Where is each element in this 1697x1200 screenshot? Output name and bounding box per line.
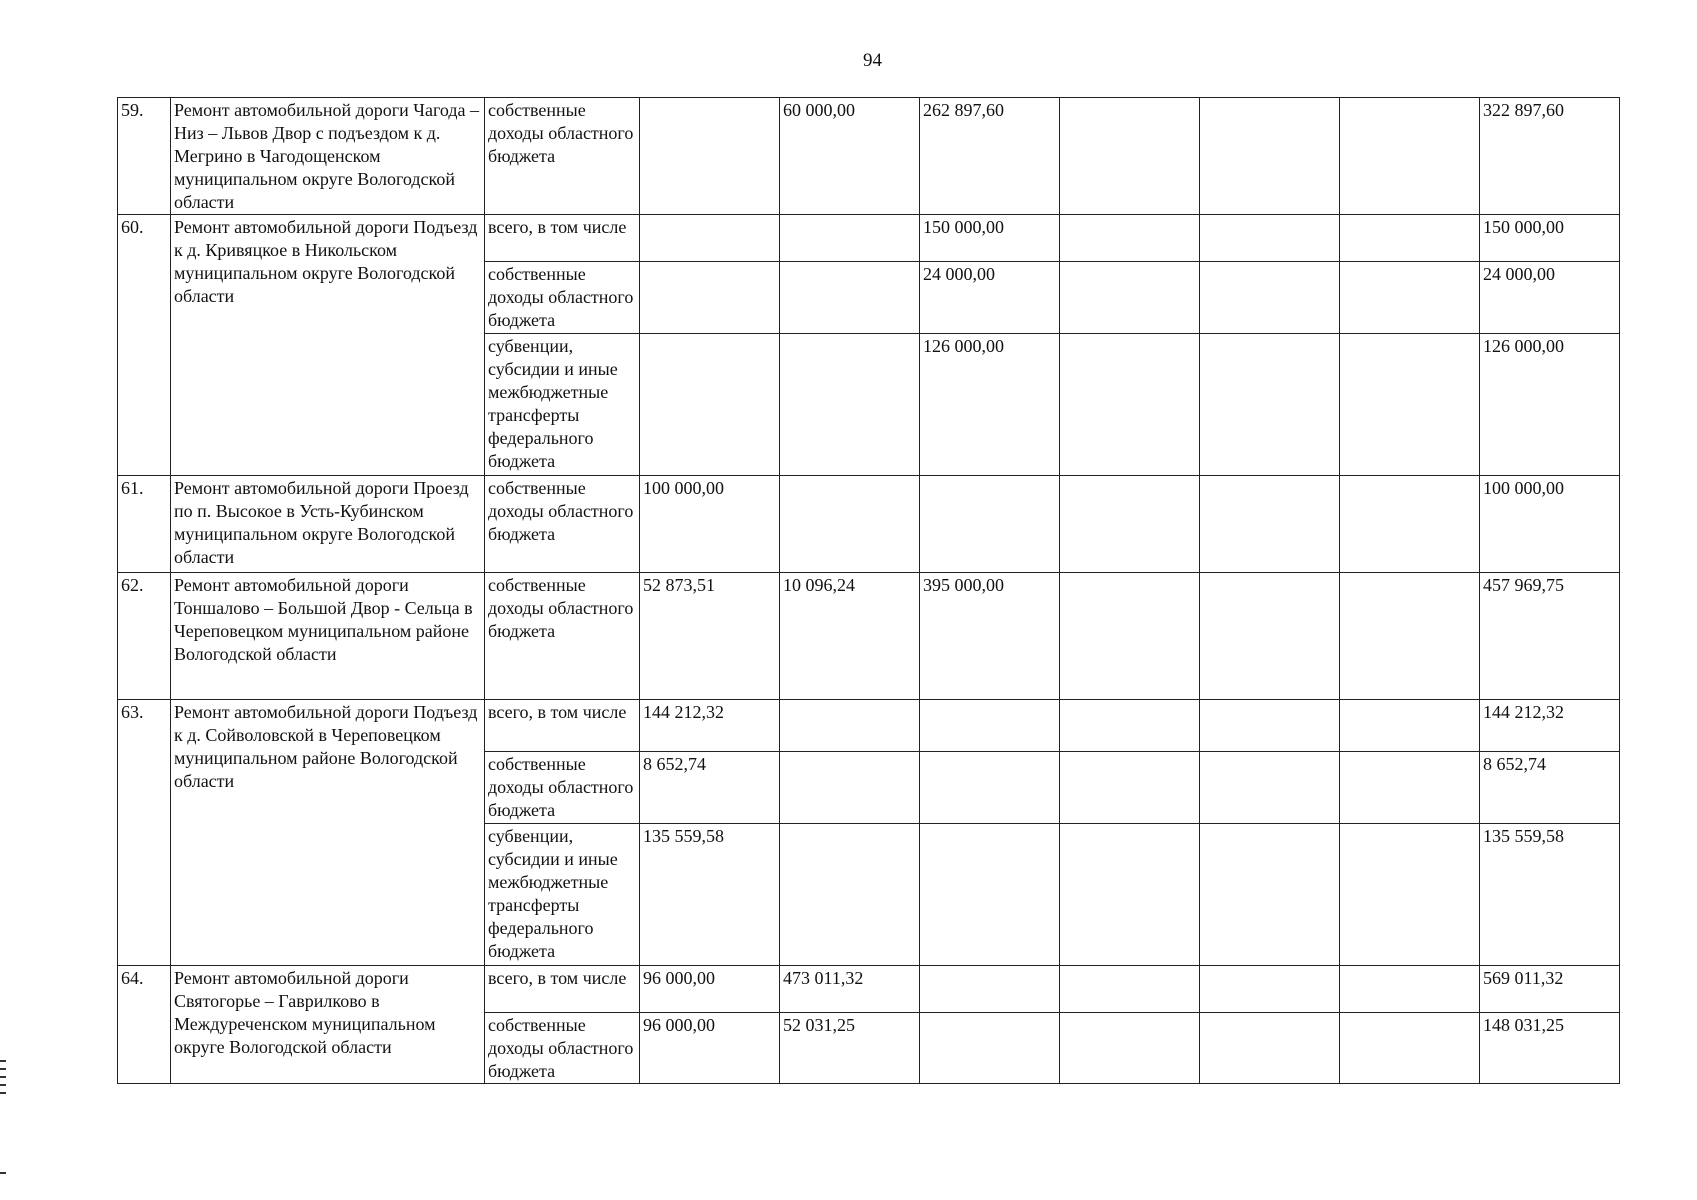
road-repair-name: Ремонт автомобильной дороги Проезд по п. Высокое в Усть-Кубинском муниципальном округе Вологодской области bbox=[171, 476, 485, 573]
table-row bbox=[118, 98, 1620, 215]
amount-cell-4 bbox=[1060, 824, 1200, 966]
amount-cell-4 bbox=[1060, 262, 1200, 334]
amount-cell-4 bbox=[1060, 1013, 1200, 1084]
scan-artifact bbox=[0, 1060, 6, 1062]
funding-source: собственные доходы областного бюджета bbox=[485, 476, 640, 573]
amount-cell-6 bbox=[1340, 334, 1480, 476]
funding-source: всего, в том числе bbox=[485, 700, 640, 752]
amount-cell-2: 10 096,24 bbox=[780, 573, 920, 700]
row-number: 60. bbox=[118, 215, 171, 476]
total-amount: 135 559,58 bbox=[1480, 824, 1620, 966]
amount-cell-6 bbox=[1340, 573, 1480, 700]
total-amount: 8 652,74 bbox=[1480, 752, 1620, 824]
amount-cell-2 bbox=[780, 262, 920, 334]
row-number: 64. bbox=[118, 966, 171, 1084]
amount-cell-3 bbox=[920, 824, 1060, 966]
amount-cell-1: 96 000,00 bbox=[640, 1013, 780, 1084]
amount-cell-3: 150 000,00 bbox=[920, 215, 1060, 262]
funding-source: субвенции, субсидии и иные межбюджетные трансферты федерального бюджета bbox=[485, 824, 640, 966]
total-amount: 100 000,00 bbox=[1480, 476, 1620, 573]
amount-cell-4 bbox=[1060, 752, 1200, 824]
amount-cell-6 bbox=[1340, 1013, 1480, 1084]
amount-cell-5 bbox=[1200, 98, 1340, 215]
amount-cell-5 bbox=[1200, 752, 1340, 824]
amount-cell-1: 135 559,58 bbox=[640, 824, 780, 966]
amount-cell-3: 126 000,00 bbox=[920, 334, 1060, 476]
scan-artifact bbox=[0, 1076, 6, 1078]
amount-cell-5 bbox=[1200, 966, 1340, 1013]
amount-cell-2 bbox=[780, 476, 920, 573]
budget-table-body bbox=[118, 98, 1620, 1084]
funding-source: всего, в том числе bbox=[485, 215, 640, 262]
amount-cell-5 bbox=[1200, 824, 1340, 966]
scan-artifact bbox=[0, 1172, 6, 1174]
amount-cell-6 bbox=[1340, 752, 1480, 824]
amount-cell-6 bbox=[1340, 966, 1480, 1013]
amount-cell-4 bbox=[1060, 334, 1200, 476]
amount-cell-5 bbox=[1200, 262, 1340, 334]
amount-cell-6 bbox=[1340, 215, 1480, 262]
amount-cell-6 bbox=[1340, 262, 1480, 334]
page-number: 94 bbox=[863, 50, 882, 71]
amount-cell-2 bbox=[780, 824, 920, 966]
total-amount: 24 000,00 bbox=[1480, 262, 1620, 334]
total-amount: 150 000,00 bbox=[1480, 215, 1620, 262]
funding-source: собственные доходы областного бюджета bbox=[485, 262, 640, 334]
amount-cell-2: 52 031,25 bbox=[780, 1013, 920, 1084]
scan-artifact bbox=[0, 1084, 6, 1086]
table-row bbox=[118, 215, 1620, 262]
amount-cell-3 bbox=[920, 476, 1060, 573]
amount-cell-6 bbox=[1340, 824, 1480, 966]
amount-cell-1: 144 212,32 bbox=[640, 700, 780, 752]
amount-cell-2 bbox=[780, 752, 920, 824]
total-amount: 148 031,25 bbox=[1480, 1013, 1620, 1084]
amount-cell-1: 100 000,00 bbox=[640, 476, 780, 573]
row-number: 63. bbox=[118, 700, 171, 966]
total-amount: 457 969,75 bbox=[1480, 573, 1620, 700]
amount-cell-1 bbox=[640, 262, 780, 334]
amount-cell-5 bbox=[1200, 476, 1340, 573]
amount-cell-3 bbox=[920, 1013, 1060, 1084]
table-row bbox=[118, 476, 1620, 573]
amount-cell-3 bbox=[920, 752, 1060, 824]
amount-cell-1 bbox=[640, 334, 780, 476]
amount-cell-1: 52 873,51 bbox=[640, 573, 780, 700]
total-amount: 126 000,00 bbox=[1480, 334, 1620, 476]
road-repair-name: Ремонт автомобильной дороги Чагода – Низ – Львов Двор с подъездом к д. Мегрино в Чагодощенском муниципальном округе Вологодской области bbox=[171, 98, 485, 215]
road-repair-name: Ремонт автомобильной дороги Святогорье – Гаврилково в Междуреченском муниципальном округе Вологодской области bbox=[171, 966, 485, 1084]
amount-cell-5 bbox=[1200, 573, 1340, 700]
amount-cell-6 bbox=[1340, 98, 1480, 215]
amount-cell-5 bbox=[1200, 334, 1340, 476]
amount-cell-3 bbox=[920, 966, 1060, 1013]
amount-cell-1: 8 652,74 bbox=[640, 752, 780, 824]
row-number: 59. bbox=[118, 98, 171, 215]
amount-cell-1 bbox=[640, 98, 780, 215]
road-repair-name: Ремонт автомобильной дороги Подъезд к д. Сойволовской в Череповецком муниципальном районе Вологодской области bbox=[171, 700, 485, 966]
funding-source: собственные доходы областного бюджета bbox=[485, 752, 640, 824]
amount-cell-4 bbox=[1060, 700, 1200, 752]
amount-cell-3 bbox=[920, 700, 1060, 752]
total-amount: 569 011,32 bbox=[1480, 966, 1620, 1013]
amount-cell-4 bbox=[1060, 476, 1200, 573]
funding-source: собственные доходы областного бюджета bbox=[485, 98, 640, 215]
row-number: 62. bbox=[118, 573, 171, 700]
funding-source: собственные доходы областного бюджета bbox=[485, 573, 640, 700]
amount-cell-2: 473 011,32 bbox=[780, 966, 920, 1013]
amount-cell-3: 395 000,00 bbox=[920, 573, 1060, 700]
funding-source: собственные доходы областного бюджета bbox=[485, 1013, 640, 1084]
amount-cell-6 bbox=[1340, 700, 1480, 752]
row-number: 61. bbox=[118, 476, 171, 573]
funding-source: субвенции, субсидии и иные межбюджетные трансферты федерального бюджета bbox=[485, 334, 640, 476]
amount-cell-4 bbox=[1060, 966, 1200, 1013]
amount-cell-6 bbox=[1340, 476, 1480, 573]
scan-artifact bbox=[0, 1092, 6, 1094]
amount-cell-3: 262 897,60 bbox=[920, 98, 1060, 215]
amount-cell-4 bbox=[1060, 215, 1200, 262]
road-repair-name: Ремонт автомобильной дороги Тоншалово – Большой Двор - Сельца в Череповецком муниципальном районе Вологодской области bbox=[171, 573, 485, 700]
total-amount: 144 212,32 bbox=[1480, 700, 1620, 752]
amount-cell-4 bbox=[1060, 98, 1200, 215]
amount-cell-2: 60 000,00 bbox=[780, 98, 920, 215]
amount-cell-5 bbox=[1200, 215, 1340, 262]
road-repair-name: Ремонт автомобильной дороги Подъезд к д. Кривяцкое в Никольском муниципальном округе Вологодской области bbox=[171, 215, 485, 476]
amount-cell-2 bbox=[780, 334, 920, 476]
amount-cell-1 bbox=[640, 215, 780, 262]
funding-source: всего, в том числе bbox=[485, 966, 640, 1013]
table-row bbox=[118, 966, 1620, 1013]
budget-table bbox=[117, 97, 1620, 1084]
total-amount: 322 897,60 bbox=[1480, 98, 1620, 215]
table-row bbox=[118, 573, 1620, 700]
amount-cell-2 bbox=[780, 215, 920, 262]
amount-cell-4 bbox=[1060, 573, 1200, 700]
table-row bbox=[118, 700, 1620, 752]
amount-cell-3: 24 000,00 bbox=[920, 262, 1060, 334]
amount-cell-5 bbox=[1200, 1013, 1340, 1084]
scan-artifact bbox=[0, 1068, 6, 1070]
amount-cell-2 bbox=[780, 700, 920, 752]
amount-cell-1: 96 000,00 bbox=[640, 966, 780, 1013]
amount-cell-5 bbox=[1200, 700, 1340, 752]
